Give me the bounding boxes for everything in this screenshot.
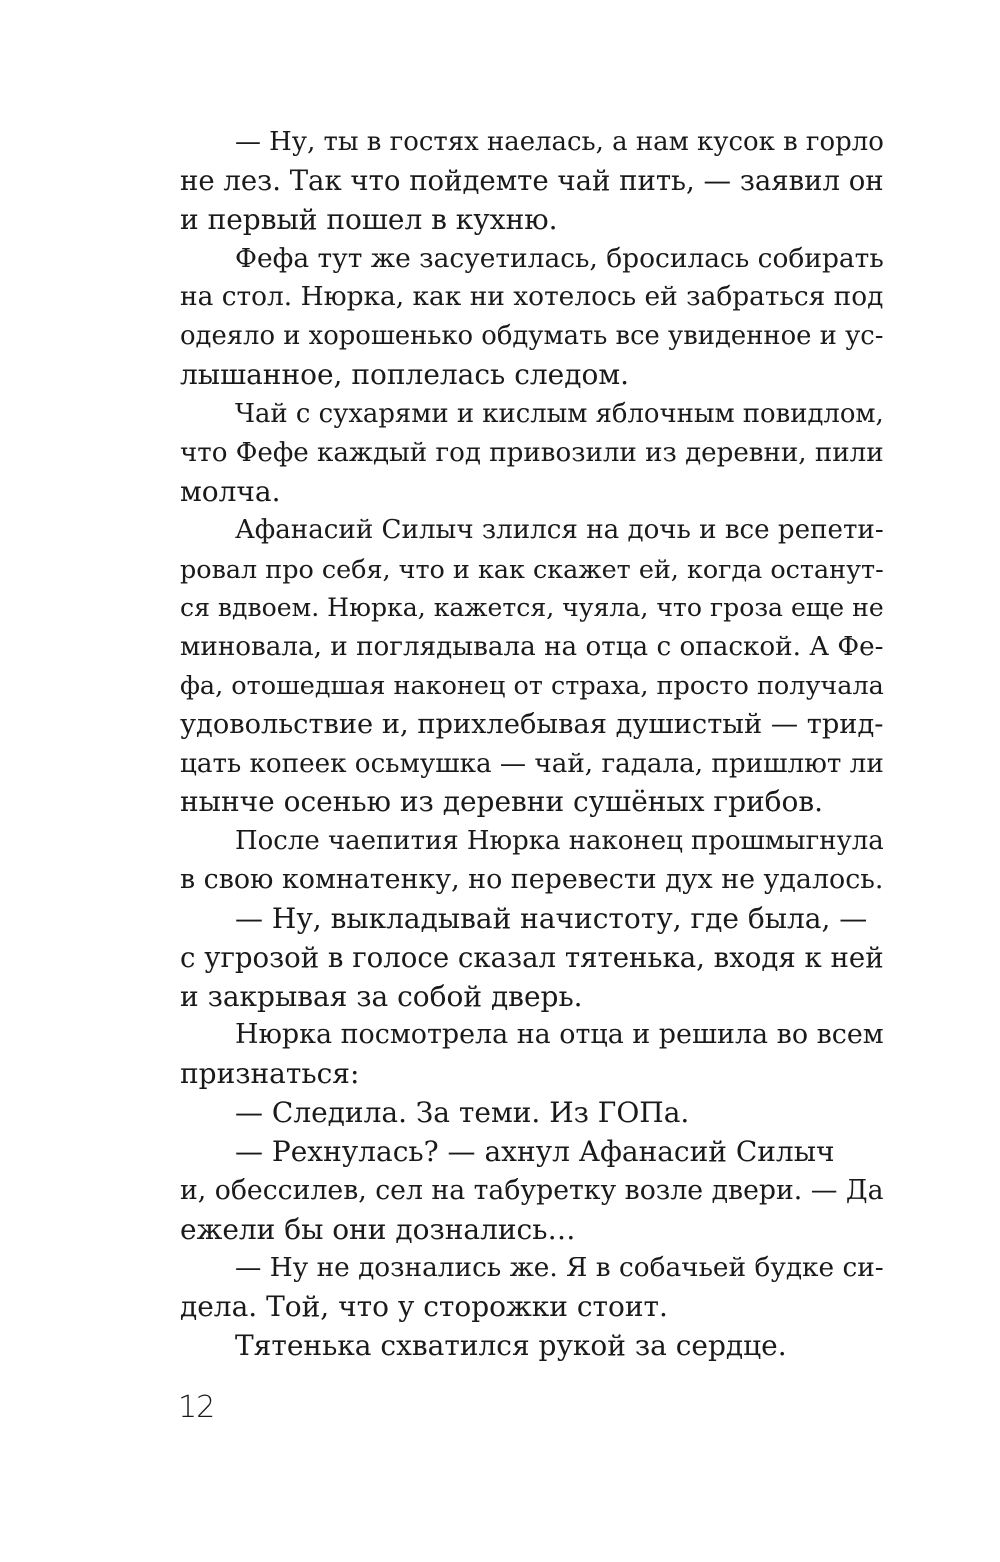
text-line: молча.	[180, 474, 281, 508]
text-line: в свою комнатенку, но перевести дух не удалось.	[180, 864, 884, 896]
text-line: После чаепития Нюрка наконец прошмыгнула	[235, 826, 884, 857]
text-line: Чай с сухарями и кислым яблочным повидлом,	[235, 398, 884, 429]
text-line: и закрывая за собой дверь.	[180, 979, 583, 1013]
text-line: и, обессилев, сел на табуретку возле двери. — Да	[180, 1174, 884, 1206]
page-number: 12	[178, 1390, 215, 1425]
text-line: ежели бы они дознались…	[180, 1212, 576, 1246]
text-line: нынче осенью из деревни сушёных грибов.	[180, 785, 824, 819]
body-text	[180, 123, 884, 1366]
text-line: что Фефе каждый год привозили из деревни, пили	[180, 437, 884, 468]
text-line: Фефа тут же засуетилась, бросилась собирать	[235, 242, 884, 274]
text-line: фа, отошедшая наконец от страха, просто получала	[180, 670, 884, 701]
text-line: не лез. Так что пойдемте чай пить, — заявил он	[180, 164, 884, 197]
text-line: с угрозой в голосе сказал тятенька, входя к ней	[180, 940, 884, 974]
text-line: Тятенька схватился рукой за сердце.	[235, 1329, 787, 1363]
text-line: ся вдвоем. Нюрка, кажется, чуяла, что гроза еще не	[180, 593, 884, 623]
text-line: ровал про себя, что и как скажет ей, когда останут-	[180, 554, 884, 585]
text-line: — Следила. За теми. Из ГОПа.	[235, 1096, 690, 1130]
text-line: цать копеек осьмушка — чай, гадала, пришлют ли	[180, 748, 884, 779]
text-line: лышанное, поплелась следом.	[180, 358, 630, 392]
text-line: и первый пошел в кухню.	[180, 202, 558, 236]
text-line: миновала, и поглядывала на отца с опаской. А Фе-	[180, 631, 884, 662]
text-line: Афанасий Силыч злился на дочь и все репети-	[235, 515, 884, 546]
text-line: — Ну не дознались же. Я в собачьей будке си-	[235, 1253, 884, 1284]
text-line: дела. Той, что у сторожки стоит.	[180, 1290, 668, 1324]
text-line: — Рехнулась? — ахнул Афанасий Силыч	[235, 1134, 835, 1168]
text-line: признаться:	[180, 1057, 360, 1091]
text-line: одеяло и хорошенько обдумать все увиденное и ус-	[180, 321, 884, 352]
text-line: на стол. Нюрка, как ни хотелось ей забраться под	[180, 281, 884, 313]
text-line: — Ну, выкладывай начистоту, где была, —	[235, 901, 868, 935]
text-line: удовольствие и, прихлебывая душистый — трид-	[180, 708, 884, 740]
text-line: Нюрка посмотрела на отца и решила во всем	[235, 1019, 884, 1051]
text-line: — Ну, ты в гостях наелась, а нам кусок в горло	[235, 127, 884, 157]
